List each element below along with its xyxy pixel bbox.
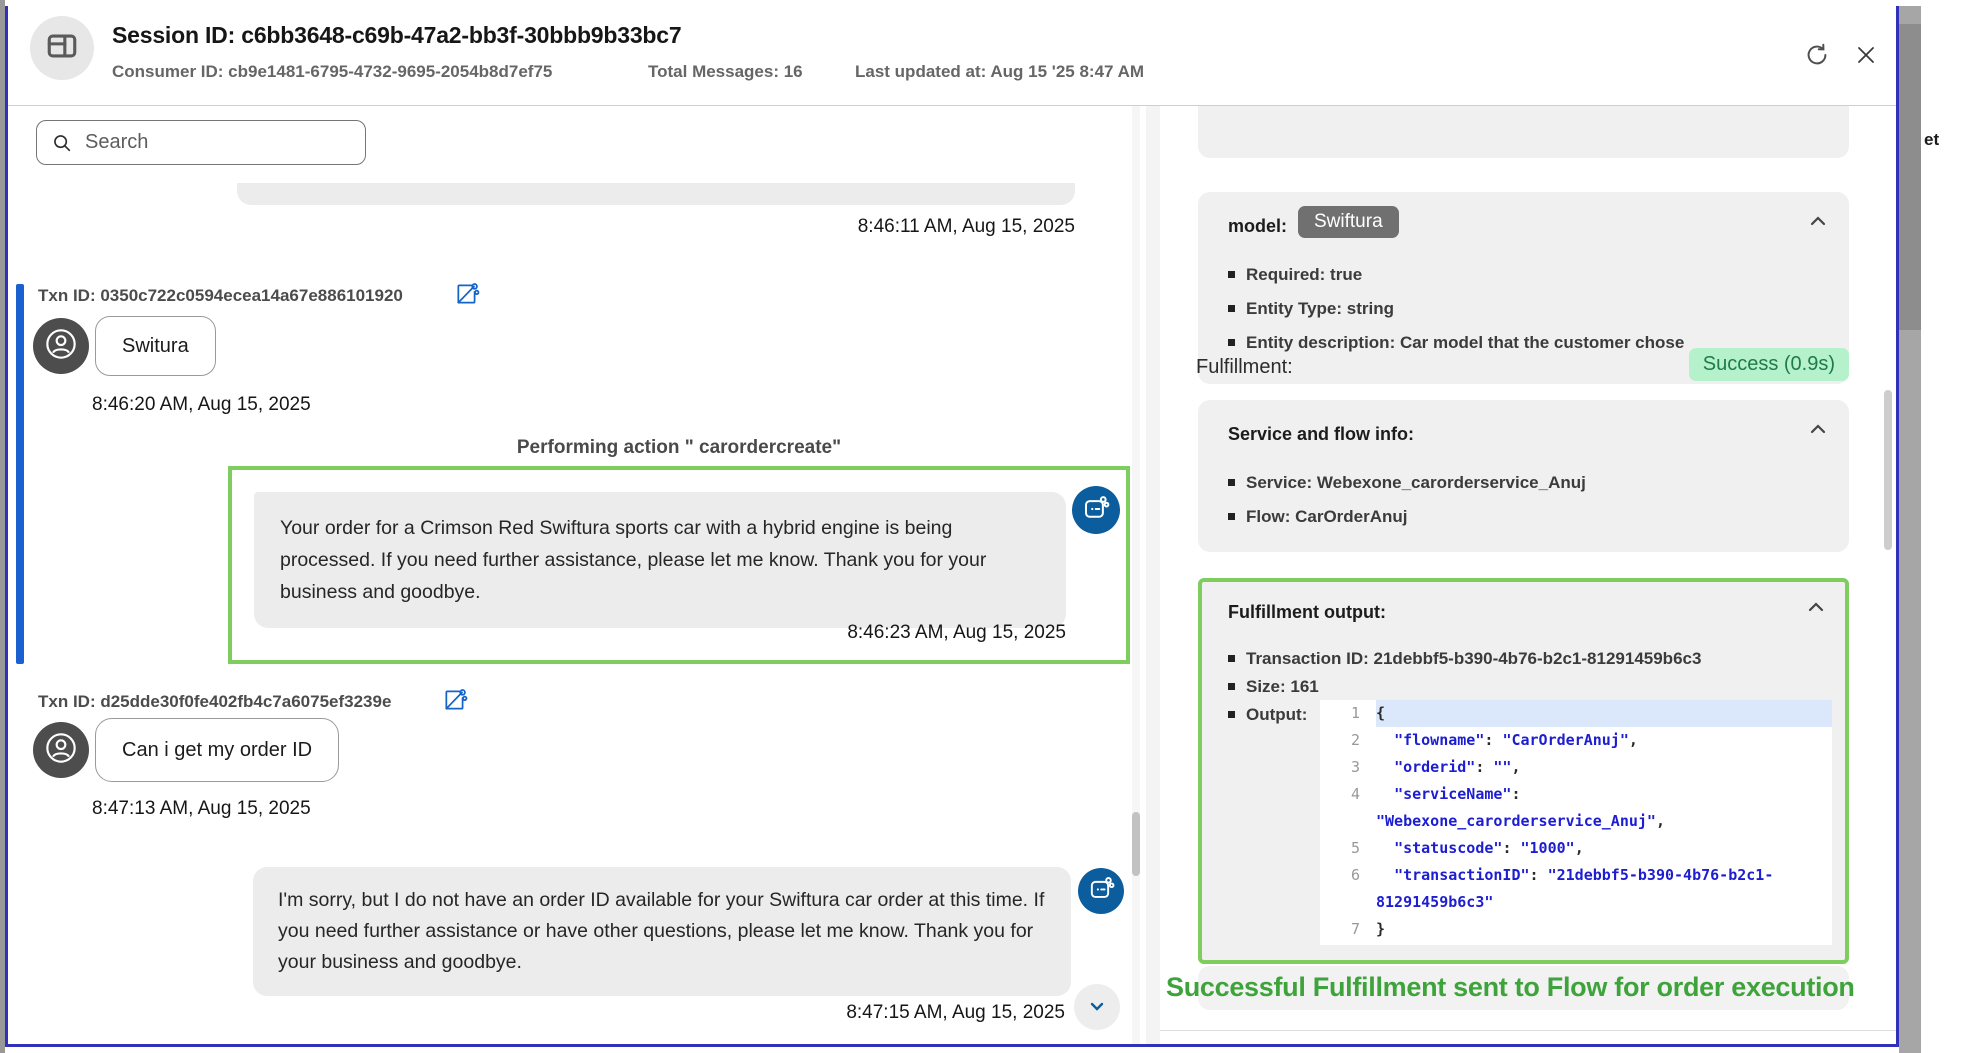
code-line-number [1320,889,1376,916]
code-line-text: "serviceName": [1394,785,1521,803]
chevron-up-icon [1806,222,1830,237]
message-timestamp: 8:46:23 AM, Aug 15, 2025 [847,622,1066,643]
code-line-number: 7 [1350,920,1360,938]
consumer-id-label: Consumer ID: cb9e1481-6795-4732-9695-2054b8d7ef75 [112,62,553,81]
chevron-up-icon [1804,608,1828,623]
model-chip: Swiftura [1298,206,1399,238]
panel-gutter [1146,106,1160,1044]
scrolled-card-sliver [1198,106,1849,158]
message-timestamp: 8:47:15 AM, Aug 15, 2025 [846,1002,1065,1023]
code-line-number: 1 [1350,704,1360,722]
action-label: Performing action " carordercreate" [516,437,842,458]
background-scrollbar-thumb[interactable] [1899,24,1921,330]
size-bullet: Size: 161 [1226,676,1526,697]
scrolled-message-sliver [237,183,1075,205]
service-flow-title: Service and flow info: [1228,424,1415,444]
bot-avatar [1078,868,1124,914]
txn-id-label: Txn ID: d25dde30f0fe402fb4c7a6075ef3239e [38,692,392,711]
transcript-scrollbar-track[interactable] [1132,106,1140,1044]
message-timestamp: 8:47:13 AM, Aug 15, 2025 [92,798,311,819]
code-line-number: 3 [1350,758,1360,776]
txn-id-label: Txn ID: 0350c722c0594ecea14a67e886101920 [38,286,403,305]
code-line-text: "orderid": "", [1394,758,1521,776]
clipped-background-text: et [1924,130,1940,149]
session-avatar [30,16,94,80]
bottom-divider [1160,1030,1896,1031]
message-timestamp: 8:46:11 AM, Aug 15, 2025 [857,216,1075,237]
chevron-up-icon [1806,430,1830,445]
highlighted-fulfillment-message [228,466,1130,664]
collapse-button[interactable] [1806,210,1830,237]
transaction-id-bullet: Transaction ID: 21debbf5-b390-4b76-b2c1-81291459b6c3 [1226,648,1826,669]
bullet-item: Service: Webexone_carorderservice_Anuj [1226,472,1826,493]
output-bullet: Output: [1226,704,1346,725]
transcript-scrollbar-thumb[interactable] [1132,812,1140,876]
annotation-text: Successful Fulfillment sent to Flow for order execution [1166,972,1855,1002]
close-button[interactable] [1850,42,1882,70]
txn-debug-button[interactable] [440,686,470,716]
code-line [1320,889,1832,916]
model-label: model: [1228,216,1288,236]
bullet-item: Required: true [1226,264,1826,285]
code-line-number [1320,808,1376,835]
person-icon [41,324,81,369]
code-line [1320,781,1832,808]
collapse-button[interactable] [1806,418,1830,445]
bot-message-bubble [253,867,1071,996]
person-icon [41,728,81,773]
collapse-button[interactable] [1804,596,1828,623]
code-line [1320,700,1832,727]
refresh-button[interactable] [1799,40,1835,72]
service-flow-card [1198,400,1849,552]
bot-avatar [1072,486,1120,534]
bullet-item: Entity Type: string [1226,298,1826,319]
txn-flow-icon [442,687,468,716]
user-message-text: Can i get my order ID [122,738,313,761]
details-scrollbar-thumb[interactable] [1884,390,1892,550]
code-line [1320,754,1832,781]
code-line-text: "flowname": "CarOrderAnuj", [1394,731,1638,749]
code-line-text: "statuscode": "1000", [1394,839,1584,857]
fulfillment-status-badge: Success (0.9s) [1689,348,1849,381]
scroll-to-bottom-button[interactable] [1074,984,1120,1030]
code-line-text: 81291459b6c3" [1376,893,1494,911]
code-line-text: } [1376,920,1386,938]
user-message-bubble [95,316,216,376]
code-line-text: "Webexone_carorderservice_Anuj", [1376,812,1665,830]
code-line-text: "transactionID": "21debbf5-b390-4b76-b2c1- [1394,866,1774,884]
modal-border-bottom [5,1044,1899,1047]
user-message-bubble [95,718,339,782]
code-line [1320,808,1832,835]
code-line [1320,862,1832,889]
message-timestamp: 8:46:20 AM, Aug 15, 2025 [92,394,311,415]
user-avatar [33,318,89,374]
code-line-number: 2 [1350,731,1360,749]
fulfillment-label: Fulfillment: [1196,356,1293,378]
user-avatar [33,722,89,778]
transaction-selection-bar [16,284,24,664]
code-line-text: { [1376,700,1832,727]
bot-icon [1081,493,1111,528]
bullet-item: Flow: CarOrderAnuj [1226,506,1826,527]
refresh-icon [1803,41,1831,72]
chevron-down-icon [1085,994,1109,1021]
search-box [36,120,366,165]
fulfillment-output-title: Fulfillment output: [1228,602,1386,622]
code-line [1320,727,1832,754]
fulfillment-output-code [1320,700,1832,945]
bullet-item: Entity description: Car model that the customer chose [1226,332,1826,353]
bot-message-bubble [254,492,1066,628]
txn-debug-button[interactable] [452,280,482,310]
search-input[interactable] [85,131,351,154]
close-icon [1854,43,1878,70]
user-message-text: Switura [122,334,189,357]
service-flow-bullet-list [1226,472,1826,540]
bot-icon [1087,874,1116,908]
code-line-number: 4 [1350,785,1360,803]
code-line-number: 6 [1350,866,1360,884]
fulfillment-output-card [1198,578,1849,964]
code-line [1320,835,1832,862]
window-layout-icon [45,29,79,68]
modal-border-left [5,6,8,1047]
last-updated-label: Last updated at: Aug 15 '25 8:47 AM [855,62,1145,81]
bot-message-text: I'm sorry, but I do not have an order ID available for your Swiftura car order at this time. If you need further assistance or have other questions, please let me know. Thank you for your business and goodbye. [278,889,1045,973]
code-line [1320,916,1832,943]
bot-message-text: Your order for a Crimson Red Swiftura sports car with a hybrid engine is being processed. If you need further assistance, please let me know. Thank you for your business and goodbye. [280,517,987,603]
total-messages-label: Total Messages: 16 [648,62,803,81]
code-line-number: 5 [1350,839,1360,857]
page-title: Session ID: c6bb3648-c69b-47a2-bb3f-30bbb9b33bc7 [112,22,682,48]
search-icon [51,132,73,154]
txn-flow-icon [454,281,480,310]
